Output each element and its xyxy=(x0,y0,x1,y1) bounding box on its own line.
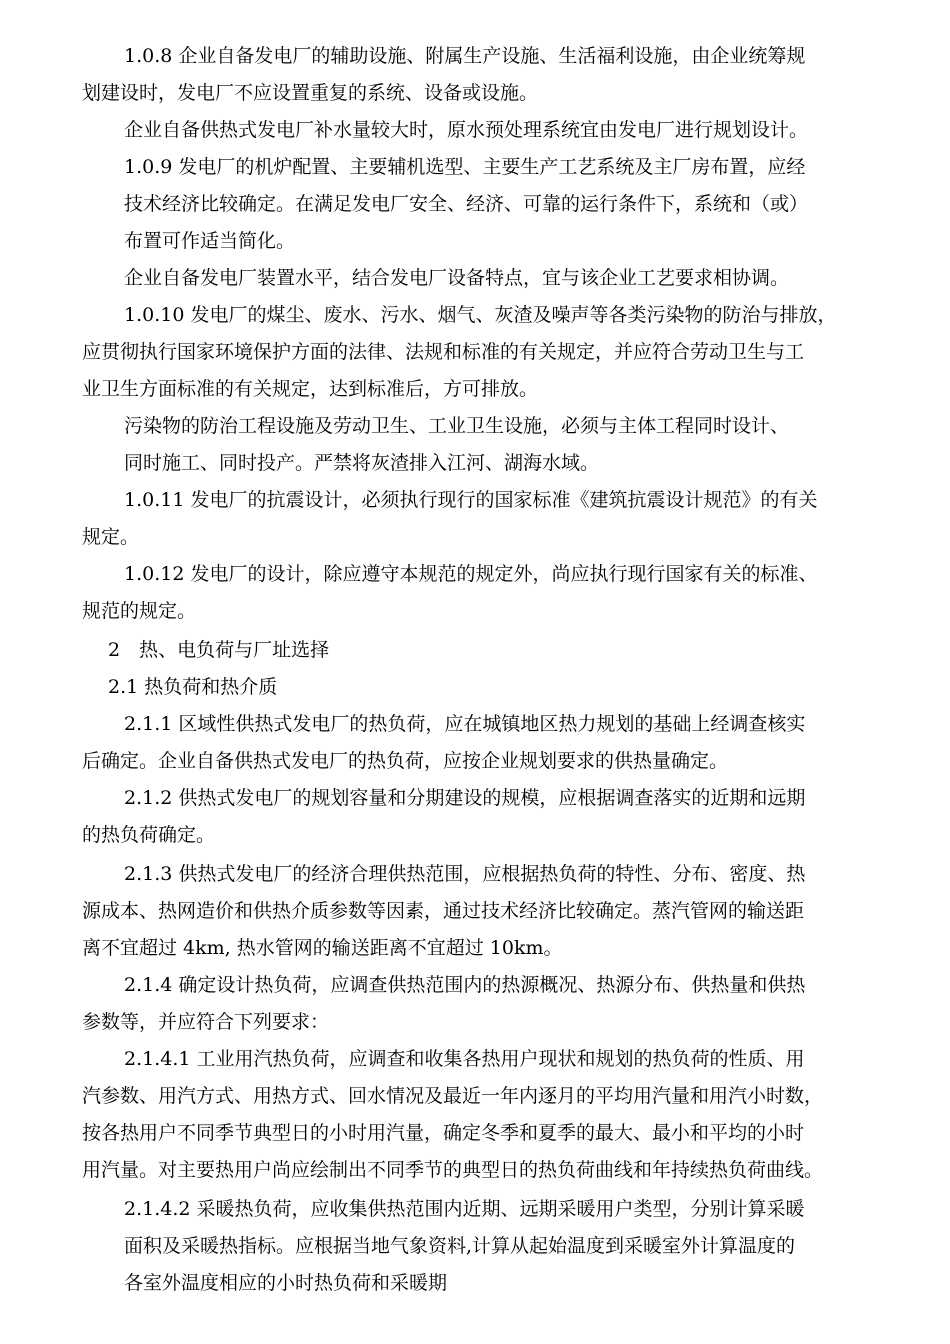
text-line-2.1.3-c: 离不宜超过 4km, 热水管网的输送距离不宜超过 10km。 xyxy=(82,937,563,959)
text-line-2.1.4.2-a: 2.1.4.2 采暖热负荷，应收集供热范围内近期、远期采暖用户类型，分别计算采暖 xyxy=(124,1198,805,1220)
text-line-1.0.12-b: 规范的规定。 xyxy=(82,600,197,622)
text-line-2.1.2-b: 的热负荷确定。 xyxy=(82,824,216,846)
text-line-2.1.4-a: 2.1.4 确定设计热负荷，应调查供热范围内的热源概况、热源分布、供热量和供热 xyxy=(124,974,806,996)
text-line-1.0.9-c: 布置可作适当简化。 xyxy=(124,230,296,252)
text-line-1.0.10-b: 应贯彻执行国家环境保护方面的法律、法规和标准的有关规定，并应符合劳动卫生与工 xyxy=(82,341,805,363)
text-line-2.1.2-a: 2.1.2 供热式发电厂的规划容量和分期建设的规模，应根据调查落实的近期和远期 xyxy=(124,787,806,809)
text-line-1.0.11-b: 规定。 xyxy=(82,526,140,548)
text-line-1.0.8-a: 1.0.8 企业自备发电厂的辅助设施、附属生产设施、生活福利设施，由企业统筹规 xyxy=(124,45,806,67)
text-line-1.0.9-a: 1.0.9 发电厂的机炉配置、主要辅机选型、主要生产工艺系统及主厂房布置，应经 xyxy=(124,156,806,178)
text-line-2.1.4.2-c: 各室外温度相应的小时热负荷和采暖期 xyxy=(124,1272,448,1294)
text-line-1.0.9-b: 技术经济比较确定。在满足发电厂安全、经济、可靠的运行条件下，系统和（或） xyxy=(124,193,809,215)
text-line-1.0.12-a: 1.0.12 发电厂的设计，除应遵守本规范的规定外，尚应执行现行国家有关的标准、 xyxy=(124,563,818,585)
section-heading-2.1: 2.1 热负荷和热介质 xyxy=(108,676,278,698)
text-line-2.1.4.1-c: 按各热用户不同季节典型日的小时用汽量，确定冬季和夏季的最大、最小和平均的小时 xyxy=(82,1122,805,1144)
text-line-2.1.3-b: 源成本、热网造价和供热介质参数等因素，通过技术经济比较确定。蒸汽管网的输送距 xyxy=(82,900,805,922)
text-line-pollution-a: 污染物的防治工程设施及劳动卫生、工业卫生设施，必须与主体工程同时设计、 xyxy=(124,415,790,437)
text-line-2.1.4.1-a: 2.1.4.1 工业用汽热负荷，应调查和收集各热用户现状和规划的热负荷的性质、用 xyxy=(124,1048,805,1070)
text-line-1.0.8-b: 划建设时，发电厂不应设置重复的系统、设备或设施。 xyxy=(82,82,539,104)
text-line-2.1.3-a: 2.1.3 供热式发电厂的经济合理供热范围，应根据热负荷的特性、分布、密度、热 xyxy=(124,863,806,885)
text-line-2.1.4.1-d: 用汽量。对主要热用户尚应绘制出不同季节的典型日的热负荷曲线和年持续热负荷曲线。 xyxy=(82,1159,824,1181)
text-line-1.0.11-a: 1.0.11 发电厂的抗震设计，必须执行现行的国家标准《建筑抗震设计规范》的有关 xyxy=(124,489,818,511)
text-line-2.1.4-b: 参数等，并应符合下列要求： xyxy=(82,1011,330,1033)
text-line-pollution-b: 同时施工、同时投产。严禁将灰渣排入江河、湖海水域。 xyxy=(124,452,600,474)
text-line-2.1.1-a: 2.1.1 区域性供热式发电厂的热负荷，应在城镇地区热力规划的基础上经调查核实 xyxy=(124,713,806,735)
chapter-heading-2: 2 热、电负荷与厂址选择 xyxy=(108,639,330,661)
text-line-device-level: 企业自备发电厂装置水平，结合发电厂设备特点，宜与该企业工艺要求相协调。 xyxy=(124,267,790,289)
text-line-1.0.10-a: 1.0.10 发电厂的煤尘、废水、污水、烟气、灰渣及噪声等各类污染物的防治与排放， xyxy=(124,304,837,326)
text-line-supply-water: 企业自备供热式发电厂补水量较大时，原水预处理系统宜由发电厂进行规划设计。 xyxy=(124,119,809,141)
text-line-1.0.10-c: 业卫生方面标准的有关规定，达到标准后，方可排放。 xyxy=(82,378,539,400)
text-line-2.1.4.2-b: 面积及采暖热指标。应根据当地气象资料,计算从起始温度到采暖室外计算温度的 xyxy=(124,1235,796,1257)
text-line-2.1.4.1-b: 汽参数、用汽方式、用热方式、回水情况及最近一年内逐月的平均用汽量和用汽小时数， xyxy=(82,1085,824,1107)
text-line-2.1.1-b: 后确定。企业自备供热式发电厂的热负荷，应按企业规划要求的供热量确定。 xyxy=(82,750,729,772)
